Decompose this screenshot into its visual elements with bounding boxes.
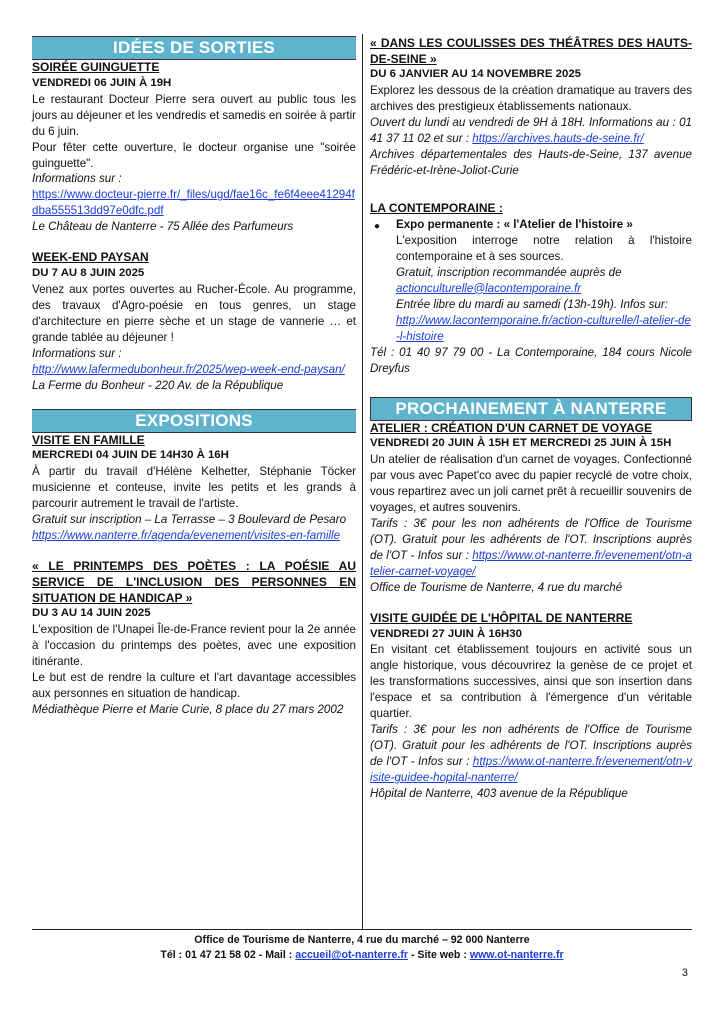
event-place: Archives départementales des Hauts-de-Seine, 137 avenue Frédéric-et-Irène-Joliot-Curie [370,148,692,178]
event-description: Venez aux portes ouvertes au Rucher-École. Au programme, des travaux d'Agro-poésie en tous genres, un stage d'architecture en pierre sèche et un stage de vannerie … et grande tablée au déjeuner ! [32,282,356,344]
event-title: VISITE GUIDÉE DE L'HÔPITAL DE NANTERRE [370,610,633,625]
event-link[interactable]: http://www.lacontemporaine.fr/action-culturelle/l-atelier-de-l-histoire [396,313,691,343]
event-description: Explorez les dessous de la création dramatique au travers des archives des prestigieux établissements nationaux. [370,84,692,114]
info-label: Informations sur : [32,346,122,360]
info-label: Informations sur : [32,172,122,186]
footer-tel: Tél : 01 47 21 58 02 - Mail : [160,949,293,962]
event-description: En visitant cet établissement toujours en activité sous un angle historique, vous découvrirez la genèse de ce projet et les transformations successives, ainsi que son insertion dans l'espace et sa contribution à l'émergence d'un véritable quartier. [370,643,692,721]
event-tarifs: Tarifs : 3€ pour les non adhérents de l'Office de Tourisme (OT). Gratuit pour les adhérents de l'OT. Inscriptions auprès de l'OT - Infos sur : [370,517,692,562]
event-description: Un atelier de réalisation d'un carnet de voyages. Confectionné par vous avec Papet'co avec du papier recyclé de votre choix, vous repartirez avec un joli carnet prêt à recueillir souvenirs de voyages, et autres souvenirs. [370,453,692,515]
column-divider [362,34,363,929]
event-link[interactable]: https://www.nanterre.fr/agenda/evenement/visites-en-famille [32,529,341,543]
event-place: Gratuit sur inscription – La Terrasse – 3 Boulevard de Pesaro [32,513,347,527]
event-description: L'exposition de l'Unapei Île-de-France revient pour la 2e année à l'occasion du printemps des poètes, avec une exposition itinérante. [32,623,356,669]
event-link[interactable]: https://www.docteur-pierre.fr/_files/ugd/fae16c_fe6f4eee41294fdba555513dd97e0dfc.pdf [32,188,355,218]
event-date: MERCREDI 04 JUIN DE 14H30 À 16H [32,449,229,462]
event-description: Le restaurant Docteur Pierre sera ouvert au public tous les jours au déjeuner et les vendredis et samedis en soirée à partir du 6 juin. [32,92,356,138]
event-place: Hôpital de Nanterre, 403 avenue de la République [370,787,628,801]
event-title: VISITE EN FAMILLE [32,432,145,447]
section-header-prochainement: PROCHAINEMENT À NANTERRE [370,397,692,421]
bullet-label: Expo permanente : « l'Atelier de l'histoire » [396,217,633,231]
event-link[interactable]: https://www.ot-nanterre.fr/evenement/otn-visite-guidee-hopital-nanterre/ [370,755,692,785]
footer-address: Office de Tourisme de Nanterre, 4 rue du marché – 92 000 Nanterre [194,934,530,946]
bullet-item [370,217,692,345]
bullet-dot-icon: ● [374,220,381,232]
event-place: La Ferme du Bonheur - 220 Av. de la République [32,378,284,392]
event-title: LA CONTEMPORAINE : [370,201,503,216]
event-description: À partir du travail d'Hélène Kelhetter, Stéphanie Töcker musicienne et conteuse, invite les petits et les grands à parcourir autrement le travail de l'artiste. [32,465,356,511]
event-atelier-carnet [370,421,692,596]
event-printemps-des-poetes [32,559,356,718]
event-description: L'exposition interroge notre relation à l'histoire contemporaine et à ses sources. [396,233,692,263]
event-date: VENDREDI 20 JUIN À 15H ET MERCREDI 25 JUIN À 15H [370,437,672,450]
event-la-contemporaine [370,201,692,376]
left-column [32,36,356,718]
right-column [370,36,692,802]
page-number: 3 [681,967,688,979]
event-visite-hopital [370,611,692,802]
page-footer [32,933,692,964]
event-place: Le Château de Nanterre - 75 Allée des Parfumeurs [32,220,294,234]
email-link[interactable]: actionculturelle@lacontemporaine.fr [396,281,582,295]
event-title: « LE PRINTEMPS DES POÈTES : LA POÉSIE AU SERVICE DE L'INCLUSION DES PERSONNES EN SITUATION DE HANDICAP » [32,559,356,605]
event-gratuit: Gratuit, inscription recommandée auprès de [396,265,622,279]
event-tarifs: Tarifs : 3€ pour les non adhérents de l'Office de Tourisme (OT). Gratuit pour les adhérents de l'OT. Inscriptions auprès de l'OT - Infos sur : [370,723,692,769]
footer-web-label: - Site web : [410,949,467,962]
event-link[interactable]: https://archives.hauts-de-seine.fr/ [472,132,644,146]
event-date: DU 6 JANVIER AU 14 NOVEMBRE 2025 [370,68,582,81]
event-entree: Entrée libre du mardi au samedi (13h-19h). Infos sur: [396,297,668,311]
event-place: Office de Tourisme de Nanterre, 4 rue du marché [370,580,623,594]
event-week-end-paysan [32,250,356,393]
event-title: ATELIER : CRÉATION D'UN CARNET DE VOYAGE [370,420,652,435]
event-date: DU 7 AU 8 JUIN 2025 [32,267,145,280]
event-title: SOIRÉE GUINGUETTE [32,60,160,74]
event-tel: Tél : 01 40 97 79 00 - La Contemporaine, 184 cours Nicole Dreyfus [370,345,692,375]
footer-mail-link[interactable]: accueil@ot-nanterre.fr [295,949,408,962]
event-place: Médiathèque Pierre et Marie Curie, 8 place du 27 mars 2002 [32,703,344,717]
event-coulisses-theatres [370,36,692,179]
event-title: WEEK-END PAYSAN [32,250,149,265]
event-link[interactable]: http://www.lafermedubonheur.fr/2025/wep-week-end-paysan/ [32,362,345,376]
event-link[interactable]: https://www.ot-nanterre.fr/evenement/otn-atelier-carnet-voyage/ [370,548,692,578]
event-description-2: Le but est de rendre la culture et l'art davantage accessibles aux personnes en situation de handicap. [32,671,356,701]
event-date: DU 3 AU 14 JUIN 2025 [32,607,151,620]
footer-web-link[interactable]: www.ot-nanterre.fr [469,949,564,962]
event-soiree-guinguette [32,60,356,235]
event-info: Ouvert du lundi au vendredi de 9H à 18H. Informations au : 01 41 37 11 02 et sur : [370,116,692,146]
event-date: VENDREDI 06 JUIN À 19H [32,76,172,89]
section-header-idees-de-sorties: IDÉES DE SORTIES [32,36,356,60]
event-title: « DANS LES COULISSES DES THÉÂTRES DES HAUTS-DE-SEINE » [370,36,692,66]
event-visite-en-famille [32,433,356,544]
footer-divider [32,929,692,930]
section-header-expositions: EXPOSITIONS [32,409,356,433]
event-description-2: Pour fêter cette ouverture, le docteur organise une "soirée guinguette". [32,140,356,170]
event-date: VENDREDI 27 JUIN À 16H30 [370,627,522,640]
